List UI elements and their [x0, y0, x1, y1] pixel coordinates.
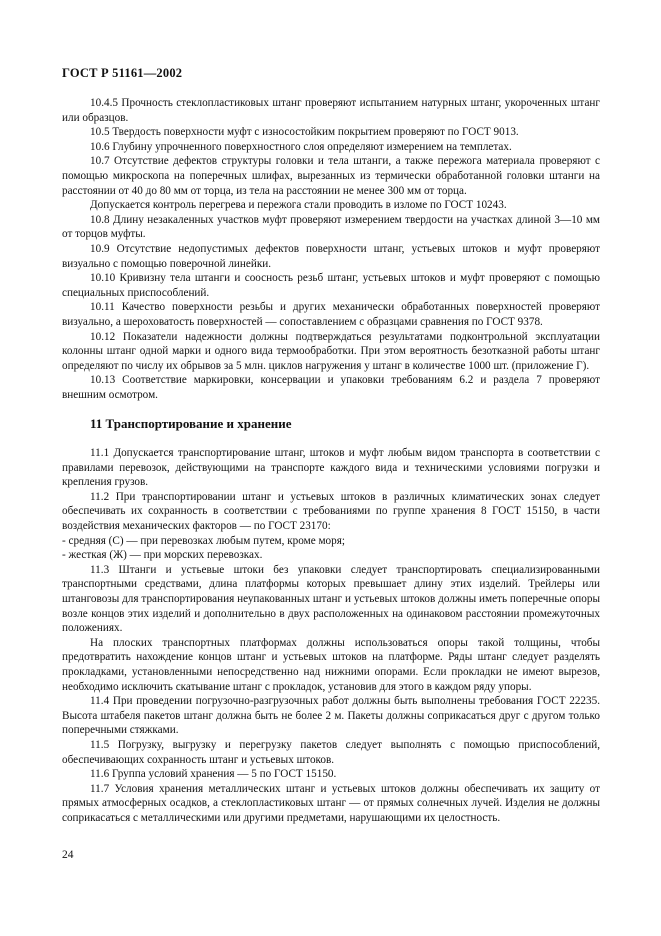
paragraph-10-7: 10.7 Отсутствие дефектов структуры головки и тела штанги, а также пережога материала проверяют с помощью микроскопа на поперечных шлифах, вырезанных из термически обработанной головки штанги на расстоянии от 40 до 80 мм от торца, из тела на расстоянии не менее 300 мм от торца.: [62, 155, 600, 197]
page-number: 24: [62, 849, 74, 861]
paragraph-10-11: 10.11 Качество поверхности резьбы и других механически обработанных поверхностей проверяют визуально, а шероховатость поверхностей — сопоставлением с образцами сравнения по ГОСТ 9378.: [62, 301, 600, 328]
paragraph-10-7-note: Допускается контроль перегрева и пережога стали проводить в изломе по ГОСТ 10243.: [90, 199, 507, 212]
paragraph-10-9: 10.9 Отсутствие недопустимых дефектов поверхности штанг, устьевых штоков и муфт проверяют визуально с помощью поверочной линейки.: [62, 242, 600, 270]
paragraph-11-5: 11.5 Погрузку, выгрузку и перегрузку пакетов следует выполнять с помощью приспособлений, обеспечивающих сохранность штанг и устьевых штоков.: [62, 738, 600, 766]
section-title: 11 Транспортирование и хранение: [90, 416, 292, 432]
list-item: - средняя (С) — при перевозках любым путем, кроме моря;: [62, 534, 345, 547]
paragraph-10-6: 10.6 Глубину упрочненного поверхностного слоя определяют измерением на темплетах.: [90, 140, 512, 153]
document-body: [62, 96, 600, 826]
paragraph-10-5: 10.5 Твердость поверхности муфт с износостойким покрытием проверяют по ГОСТ 9013.: [90, 126, 519, 139]
paragraph-11-3-supports: На плоских транспортных платформах должны использоваться опоры такой толщины, чтобы предотвратить нахождение концов штанг и устьевых штоков на платформе. Ряды штанг следует разделять прокладками, установленными непосредственно над нижними опорами. Если прокладки не имеют вырезов, необходимо исключить скатывание штанг с прокладок, установив для этого в каждом ряду упоры.: [62, 636, 600, 693]
paragraph-11-2: 11.2 При транспортировании штанг и устьевых штоков в различных климатических зонах следует обеспечивать их сохранность в соответствии с требованиями по группе хранения 8 ГОСТ 15150, в части воздействия механических факторов — по ГОСТ 23170:: [62, 490, 600, 533]
paragraph-11-1: 11.1 Допускается транспортирование штанг, штоков и муфт любым видом транспорта в соответствии с правилами перевозок, действующими на транспорте каждого вида и техническими условиями погрузки и крепления грузов.: [62, 447, 600, 489]
paragraph-10-10: 10.10 Кривизну тела штанги и соосность резьб штанг, устьевых штоков и муфт проверяют с помощью специальных приспособлений.: [62, 272, 600, 299]
paragraph-10-13: 10.13 Соответствие маркировки, консервации и упаковки требованиям 6.2 и раздела 7 проверяют внешним осмотром.: [62, 374, 600, 401]
paragraph-11-3: 11.3 Штанги и устьевые штоки без упаковки следует транспортировать специализированными транспортными средствами, длина платформы которых превышает длину этих изделий. Трейлеры или штанговозы для транспортирования неупакованных штанг и устьевых штоков должны иметь поперечные опоры возле концов этих изделий и дополнительно в двух расположенных на одинаковом расстоянии промежуточных положениях.: [62, 563, 600, 635]
paragraph-10-12: 10.12 Показатели надежности должны подтверждаться результатами подконтрольной эксплуатации колонны штанг одной марки и одного вида термообработки. При этом вероятность безотказной работы штанг определяют по числу их обрывов за 5 млн. циклов нагружения у штанг в количестве 1000 шт. (приложение Г).: [62, 330, 600, 372]
paragraph-11-6: 11.6 Группа условий хранения — 5 по ГОСТ 15150.: [90, 768, 337, 781]
paragraph-10-4-5: 10.4.5 Прочность стеклопластиковых штанг проверяют испытанием натурных штанг, укороченных штанг или образцов.: [62, 97, 600, 124]
list-item: - жесткая (Ж) — при морских перевозках.: [62, 549, 263, 562]
paragraph-11-7: 11.7 Условия хранения металлических штанг и устьевых штоков должны обеспечивать их защиту от прямых атмосферных осадков, а стеклопластиковых штанг — от прямых солнечных лучей. Изделия не должны соприкасаться с металлическими или другими предметами, нарушающими их целостность.: [62, 782, 600, 824]
document-header-code: ГОСТ Р 51161—2002: [62, 66, 183, 80]
paragraph-11-4: 11.4 При проведении погрузочно-разгрузочных работ должны быть выполнены требования ГОСТ 22235. Высота штабеля пакетов штанг должна быть не более 2 м. Пакеты должны соприкасаться друг с другом только поперечными стяжками.: [62, 695, 600, 737]
paragraph-10-8: 10.8 Длину незакаленных участков муфт проверяют измерением твердости на участках длиной 3—10 мм от торцов муфты.: [62, 213, 600, 241]
